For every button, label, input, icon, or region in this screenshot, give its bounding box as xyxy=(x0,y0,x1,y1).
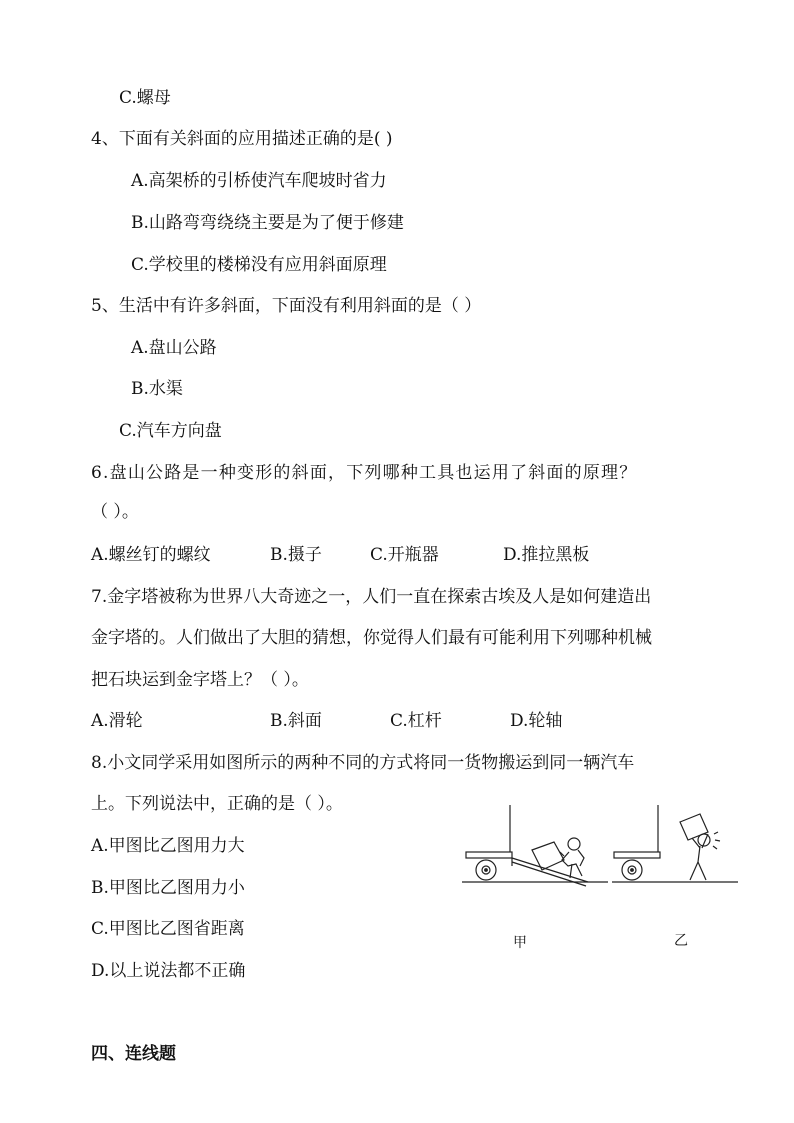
q8-stem-line1: 8.小文同学采用如图所示的两种不同的方式将同一货物搬运到同一辆汽车 xyxy=(91,753,635,773)
q8-option-c: C.甲图比乙图省距离 xyxy=(91,919,245,939)
q5-stem: 5、生活中有许多斜面，下面没有利用斜面的是（ ） xyxy=(91,296,482,316)
q6-option-d: D.推拉黑板 xyxy=(503,545,590,565)
q3-option-c: C.螺母 xyxy=(119,88,171,108)
q5-option-a: A.盘山公路 xyxy=(131,338,217,358)
q6-stem-line1: 6.盘山公路是一种变形的斜面，下列哪种工具也运用了斜面的原理？ xyxy=(91,463,638,483)
q6-stem-line2: （ ）。 xyxy=(91,502,139,522)
q7-option-a: A.滑轮 xyxy=(91,711,143,731)
q4-option-a: A.高架桥的引桥使汽车爬坡时省力 xyxy=(131,171,387,191)
q7-stem-line2: 金字塔的。人们做出了大胆的猜想，你觉得人们最有可能利用下列哪种机械 xyxy=(91,628,652,648)
q5-option-b: B.水渠 xyxy=(131,379,183,399)
q5-option-c: C.汽车方向盘 xyxy=(119,421,222,441)
q7-option-c: C.杠杆 xyxy=(390,711,442,731)
q6-option-b: B.摄子 xyxy=(270,545,322,565)
figure-yi-label: 乙 xyxy=(674,933,688,949)
q8-stem-line2: 上。下列说法中，正确的是（ ）。 xyxy=(91,794,343,814)
figure-jia-label: 甲 xyxy=(513,935,527,951)
q8-option-b: B.甲图比乙图用力小 xyxy=(91,878,245,898)
q4-stem: 4、下面有关斜面的应用描述正确的是( ) xyxy=(91,129,393,149)
q4-option-b: B.山路弯弯绕绕主要是为了便于修建 xyxy=(131,213,404,233)
q7-option-b: B.斜面 xyxy=(270,711,322,731)
figure-jia-ramp xyxy=(460,800,610,890)
q8-option-a: A.甲图比乙图用力大 xyxy=(91,836,245,856)
q7-option-d: D.轮轴 xyxy=(510,711,563,731)
q8-option-d: D.以上说法都不正确 xyxy=(91,961,246,981)
q7-stem-line1: 7.金字塔被称为世界八大奇迹之一，人们一直在探索古埃及人是如何建造出 xyxy=(91,587,652,607)
q6-option-c: C.开瓶器 xyxy=(370,545,439,565)
section-4-title: 四、连线题 xyxy=(91,1044,176,1064)
q4-option-c: C.学校里的楼梯没有应用斜面原理 xyxy=(131,255,387,275)
q7-stem-line3: 把石块运到金字塔上？（ ）。 xyxy=(91,670,309,690)
q6-option-a: A.螺丝钉的螺纹 xyxy=(91,545,211,565)
figure-yi-carry xyxy=(610,800,740,890)
